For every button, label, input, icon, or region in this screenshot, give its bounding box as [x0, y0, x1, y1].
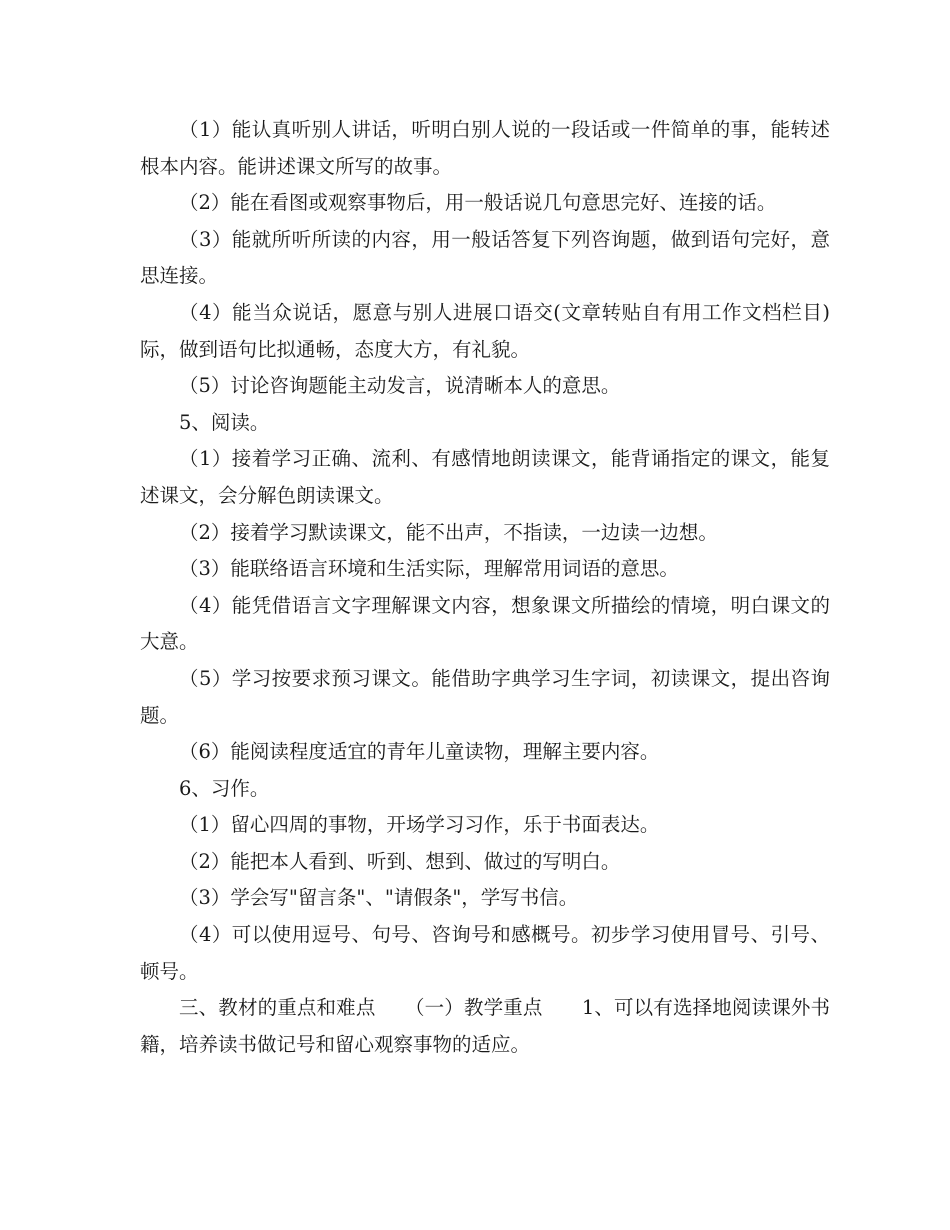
paragraph-reading-3: （3）能联络语言环境和生活实际，理解常用词语的意思。 — [179, 557, 679, 581]
section-heading-writing: 6、习作。 — [179, 776, 270, 800]
paragraph-public-speaking-4: （4）能当众说话，愿意与别人进展口语交(文章转贴自有用工作文档栏目)际，做到语句比拟通畅，态度大方，有礼貌。 — [140, 300, 830, 361]
paragraph-writing-2: （2）能把本人看到、听到、想到、做过的写明白。 — [179, 849, 621, 873]
paragraph-reading-6: （6）能阅读程度适宜的青年儿童读物，理解主要内容。 — [179, 740, 660, 764]
paragraph-reading-1: （1）接着学习正确、流利、有感情地朗读课文，能背诵指定的课文，能复述课文，会分解色朗读课文。 — [140, 447, 830, 507]
paragraph-listening-1: （1）能认真听别人讲话，听明白别人说的一段话或一件简单的事，能转述根本内容。能讲述课文所写的故事。 — [140, 118, 830, 178]
paragraph-reading-2: （2）接着学习默读课文，能不出声，不指读，一边读一边想。 — [179, 520, 718, 544]
section-heading-key-points: 三、教材的重点和难点 （一）教学重点 1、可以有选择地阅读课外书籍，培养读书做记号和留心观察事物的适应。 — [140, 996, 830, 1056]
paragraph-reading-4: （4）能凭借语言文字理解课文内容，想象课文所描绘的情境，明白课文的大意。 — [140, 593, 830, 654]
paragraph-answering-3: （3）能就所听所读的内容，用一般话答复下列咨询题，做到语句完好，意思连接。 — [140, 227, 830, 288]
paragraph-writing-1: （1）留心四周的事物，开场学习习作，乐于书面表达。 — [179, 813, 660, 837]
paragraph-writing-3: （3）学会写"留言条"、"请假条"，学写书信。 — [179, 886, 579, 910]
paragraph-discussion-5: （5）讨论咨询题能主动发言，说清晰本人的意思。 — [179, 374, 621, 398]
paragraph-reading-5: （5）学习按要求预习课文。能借助字典学习生字词，初读课文，提出咨询题。 — [140, 666, 830, 727]
section-heading-reading: 5、阅读。 — [179, 410, 270, 434]
paragraph-writing-4: （4）可以使用逗号、句号、咨询号和感概号。初步学习使用冒号、引号、顿号。 — [140, 923, 830, 983]
document-body — [140, 112, 830, 1063]
paragraph-speaking-2: （2）能在看图或观察事物后，用一般话说几句意思完好、连接的话。 — [179, 191, 777, 215]
